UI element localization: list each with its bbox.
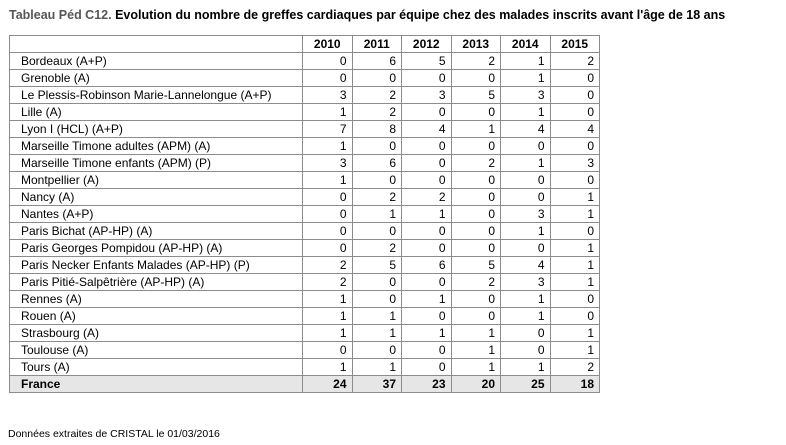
graft-count: 5 [352,257,402,274]
graft-count: 0 [550,138,600,155]
graft-count: 1 [550,325,600,342]
graft-count: 4 [550,121,600,138]
graft-count: 3 [501,274,551,291]
graft-count: 0 [402,223,452,240]
table-body [10,53,600,393]
team-name: Le Plessis-Robinson Marie-Lannelongue (A+P) [10,87,303,104]
graft-count: 0 [352,138,402,155]
table-row [10,359,600,376]
graft-count: 0 [352,291,402,308]
header-year: 2011 [352,36,402,53]
graft-count: 0 [451,189,501,206]
graft-count: 4 [501,121,551,138]
team-name: Nancy (A) [10,189,303,206]
header-year: 2010 [303,36,353,53]
table-row [10,206,600,223]
graft-count: 0 [501,342,551,359]
table-row [10,274,600,291]
graft-count: 0 [402,70,452,87]
graft-count: 0 [402,172,452,189]
graft-count: 0 [501,240,551,257]
graft-count: 2 [451,155,501,172]
table-row [10,121,600,138]
graft-count: 5 [451,257,501,274]
graft-count: 4 [402,121,452,138]
graft-count: 0 [550,70,600,87]
graft-count: 0 [352,70,402,87]
team-name: Rennes (A) [10,291,303,308]
table-row [10,138,600,155]
table-row [10,172,600,189]
graft-count: 0 [451,172,501,189]
graft-count: 0 [303,206,353,223]
graft-count: 1 [303,172,353,189]
graft-count: 0 [501,172,551,189]
graft-count: 1 [501,291,551,308]
graft-count: 1 [352,325,402,342]
graft-count: 0 [451,206,501,223]
total-value: 37 [352,376,402,393]
header-year: 2013 [451,36,501,53]
graft-count: 0 [451,308,501,325]
table-title [9,8,725,22]
team-name: Paris Pitié-Salpêtrière (AP-HP) (A) [10,274,303,291]
graft-count: 3 [550,155,600,172]
graft-count: 0 [550,223,600,240]
header-year: 2014 [501,36,551,53]
graft-count: 0 [303,240,353,257]
graft-count: 0 [303,70,353,87]
header-year: 2012 [402,36,452,53]
graft-count: 0 [451,138,501,155]
graft-count: 1 [501,359,551,376]
graft-count: 2 [303,274,353,291]
graft-count: 6 [402,257,452,274]
source-note: Données extraites de CRISTAL le 01/03/2016 [8,428,220,440]
graft-count: 3 [501,206,551,223]
total-label: France [10,376,303,393]
table-row [10,189,600,206]
graft-count: 1 [352,308,402,325]
graft-count: 2 [352,189,402,206]
graft-count: 3 [402,87,452,104]
table-row [10,240,600,257]
graft-count: 0 [352,342,402,359]
table-row [10,70,600,87]
graft-count: 1 [501,104,551,121]
graft-count: 0 [550,104,600,121]
graft-count: 1 [352,206,402,223]
graft-count: 0 [303,223,353,240]
graft-count: 6 [352,53,402,70]
team-name: Strasbourg (A) [10,325,303,342]
table-row [10,223,600,240]
graft-count: 2 [352,240,402,257]
table-row [10,342,600,359]
graft-count: 0 [402,342,452,359]
graft-count: 8 [352,121,402,138]
graft-count: 0 [451,70,501,87]
graft-count: 0 [501,325,551,342]
graft-count: 0 [550,291,600,308]
graft-count: 2 [352,87,402,104]
graft-count: 1 [550,257,600,274]
total-value: 18 [550,376,600,393]
graft-count: 1 [303,359,353,376]
graft-count: 1 [352,359,402,376]
table-row [10,291,600,308]
graft-count: 0 [451,240,501,257]
graft-count: 0 [402,240,452,257]
grafts-table [9,35,600,393]
graft-count: 0 [303,53,353,70]
graft-count: 0 [352,172,402,189]
total-row [10,376,600,393]
graft-count: 1 [501,155,551,172]
graft-count: 1 [451,121,501,138]
graft-count: 0 [501,189,551,206]
table-row [10,155,600,172]
graft-count: 0 [402,138,452,155]
header-year: 2015 [550,36,600,53]
graft-count: 0 [303,342,353,359]
table-row [10,257,600,274]
graft-count: 0 [451,104,501,121]
graft-count: 1 [550,206,600,223]
graft-count: 1 [451,325,501,342]
graft-count: 2 [451,53,501,70]
graft-count: 0 [402,308,452,325]
graft-count: 1 [303,325,353,342]
graft-count: 0 [550,308,600,325]
graft-count: 1 [402,291,452,308]
table-row [10,325,600,342]
team-name: Nantes (A+P) [10,206,303,223]
graft-count: 2 [352,104,402,121]
graft-count: 0 [451,223,501,240]
graft-count: 0 [303,189,353,206]
graft-count: 0 [402,155,452,172]
total-value: 20 [451,376,501,393]
team-name: Bordeaux (A+P) [10,53,303,70]
graft-count: 0 [402,104,452,121]
team-name: Paris Bichat (AP-HP) (A) [10,223,303,240]
table-title-prefix: Tableau Péd C12. [9,8,112,22]
graft-count: 1 [303,104,353,121]
graft-count: 1 [550,189,600,206]
team-name: Marseille Timone adultes (APM) (A) [10,138,303,155]
graft-count: 4 [501,257,551,274]
total-value: 24 [303,376,353,393]
graft-count: 0 [550,87,600,104]
graft-count: 1 [501,53,551,70]
graft-count: 7 [303,121,353,138]
team-name: Rouen (A) [10,308,303,325]
team-name: Lille (A) [10,104,303,121]
graft-count: 0 [352,274,402,291]
graft-count: 1 [550,240,600,257]
graft-count: 2 [303,257,353,274]
graft-count: 3 [501,87,551,104]
graft-count: 3 [303,87,353,104]
team-name: Toulouse (A) [10,342,303,359]
graft-count: 1 [402,206,452,223]
table-row [10,104,600,121]
graft-count: 0 [451,291,501,308]
graft-count: 0 [352,223,402,240]
table-row [10,308,600,325]
table-title-text: Evolution du nombre de greffes cardiaques par équipe chez des malades inscrits avant l'âge de 18 ans [115,8,726,22]
graft-count: 6 [352,155,402,172]
total-value: 23 [402,376,452,393]
graft-count: 2 [402,189,452,206]
team-name: Paris Georges Pompidou (AP-HP) (A) [10,240,303,257]
graft-count: 2 [550,359,600,376]
graft-count: 1 [303,291,353,308]
total-value: 25 [501,376,551,393]
graft-count: 1 [550,274,600,291]
graft-count: 1 [451,342,501,359]
graft-count: 5 [451,87,501,104]
graft-count: 1 [303,308,353,325]
team-name: Lyon I (HCL) (A+P) [10,121,303,138]
graft-count: 5 [402,53,452,70]
team-name: Grenoble (A) [10,70,303,87]
team-name: Paris Necker Enfants Malades (AP-HP) (P) [10,257,303,274]
header-row [10,36,600,53]
graft-count: 0 [402,359,452,376]
graft-count: 1 [501,308,551,325]
graft-count: 1 [501,223,551,240]
graft-count: 2 [550,53,600,70]
graft-count: 0 [550,172,600,189]
graft-count: 1 [402,325,452,342]
team-name: Montpellier (A) [10,172,303,189]
table-row [10,53,600,70]
graft-count: 0 [501,138,551,155]
graft-count: 1 [550,342,600,359]
table-row [10,87,600,104]
graft-count: 1 [451,359,501,376]
graft-count: 3 [303,155,353,172]
graft-count: 0 [402,274,452,291]
team-name: Tours (A) [10,359,303,376]
graft-count: 1 [501,70,551,87]
graft-count: 2 [451,274,501,291]
graft-count: 1 [303,138,353,155]
header-corner [10,36,303,53]
team-name: Marseille Timone enfants (APM) (P) [10,155,303,172]
